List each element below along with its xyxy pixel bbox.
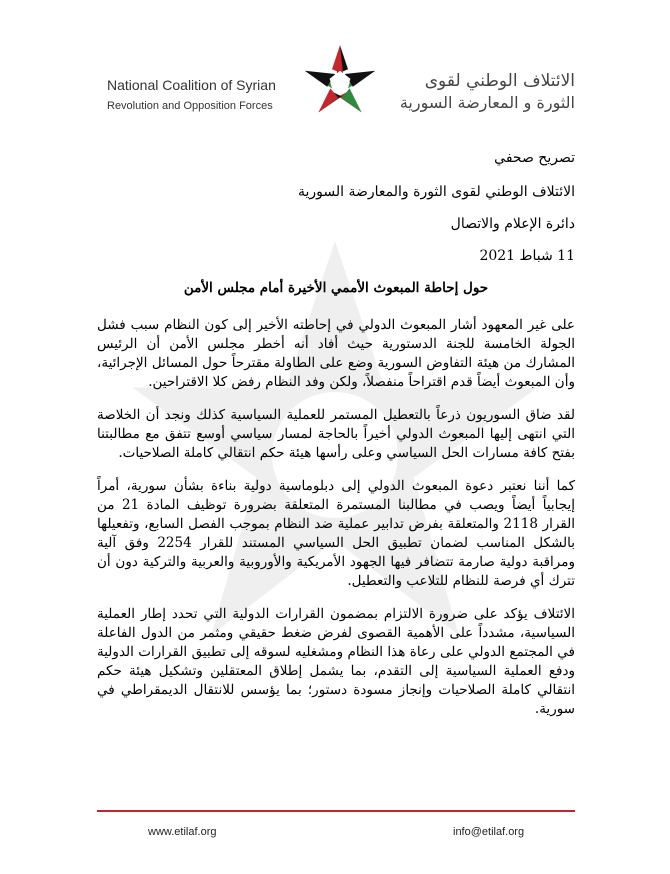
organization-name: الائتلاف الوطني لقوى الثورة والمعارضة السورية: [297, 184, 575, 200]
header-en-line2: Revolution and Opposition Forces: [107, 100, 273, 112]
header-ar-line1: الائتلاف الوطني لقوى: [424, 71, 575, 91]
header-name-arabic: [380, 70, 575, 114]
header-ar-line2: الثورة و المعارضة السورية: [399, 93, 575, 112]
header-name-english: [107, 75, 307, 115]
paragraph: لقد ضاق السوريون ذرعاً بالتعطيل المستمر للعملية السياسية كذلك ونجد أن الخلاصة التي انتهى إليها المبعوث الدولي أخيراً بالحاجة لمسار سياسي أوسع تتفق مع مطالبتنا بفتح كافة مسارات الحل السياسي وعلى رأسها هيئة حكم انتقالي كاملة الصلاحيات.: [97, 407, 575, 461]
paragraph: كما أننا نعتبر دعوة المبعوث الدولي إلى دبلوماسية دولية بناءة بشأن سورية، أمراً إيجابياً أيضاً ويصب في مطالبنا المستمرة المتعلقة بضرورة توظيف المادة 21 من القرار 2118 والمتعلقة بفرض تدابير عملية ضد النظام بموجب الفصل السابع، وتفعيلها بالشكل المناسب لضمان تطبيق الحل السياسي المستند للقرار 2254 وفق آلية ومراقبة دولية صارمة تتضافر فيها الجهود الأمريكية والأوروبية والعربية والتركية دون أن تترك أي فرصة للنظام للتلاعب والتعطيل.: [97, 478, 575, 589]
document-subject: حول إحاطة المبعوث الأممي الأخيرة أمام مجلس الأمن: [183, 280, 489, 296]
paragraph: على غير المعهود أشار المبعوث الدولي في إحاطته الأخير إلى كون النظام سبب فشل الجولة الخامسة للجنة الدستورية حيث أفاد أنه أخطر مجلس الأمن أن الرئيس المشارك من هيئة التفاوض السورية وضع على الطاولة مقترحاً حول المسائل الإجرائية، وأن المبعوث أيضاً قدم اقتراحاً منفصلاً، ولكن وفد النظام رفض كلا الاقتراحين.: [97, 317, 575, 390]
header-en-line1: National Coalition of Syrian: [107, 77, 276, 93]
footer-website-link[interactable]: www.etilaf.org: [148, 826, 217, 838]
document-date: 11 شباط 2021: [479, 248, 575, 264]
department-name: دائرة الإعلام والاتصال: [450, 216, 575, 232]
footer-email-link[interactable]: info@etilaf.org: [453, 826, 525, 838]
footer-divider: [97, 810, 575, 812]
coalition-star-logo-icon: [300, 42, 380, 122]
document-type: تصريح صحفي: [494, 150, 575, 166]
press-release-body: [97, 148, 575, 733]
paragraph: الائتلاف يؤكد على ضرورة الالتزام بمضمون القرارات الدولية التي تحدد إطار العملية السياسية، مشدداً على الأهمية القصوى لفرض ضغط حقيقي ومثمر من الدول الفاعلة في المجتمع الدولي على رعاة هذا النظام ومشغليه لسوقه إلى تطبيق القرارات الدولية ودفع العملية السياسية إلى التقدم، بما يشمل إطلاق المعتقلين وتشكيل هيئة حكم انتقالي كاملة الصلاحيات وإنجاز مسودة دستور؛ بما يؤسس للانتقال الديمقراطي في سورية.: [97, 606, 575, 717]
